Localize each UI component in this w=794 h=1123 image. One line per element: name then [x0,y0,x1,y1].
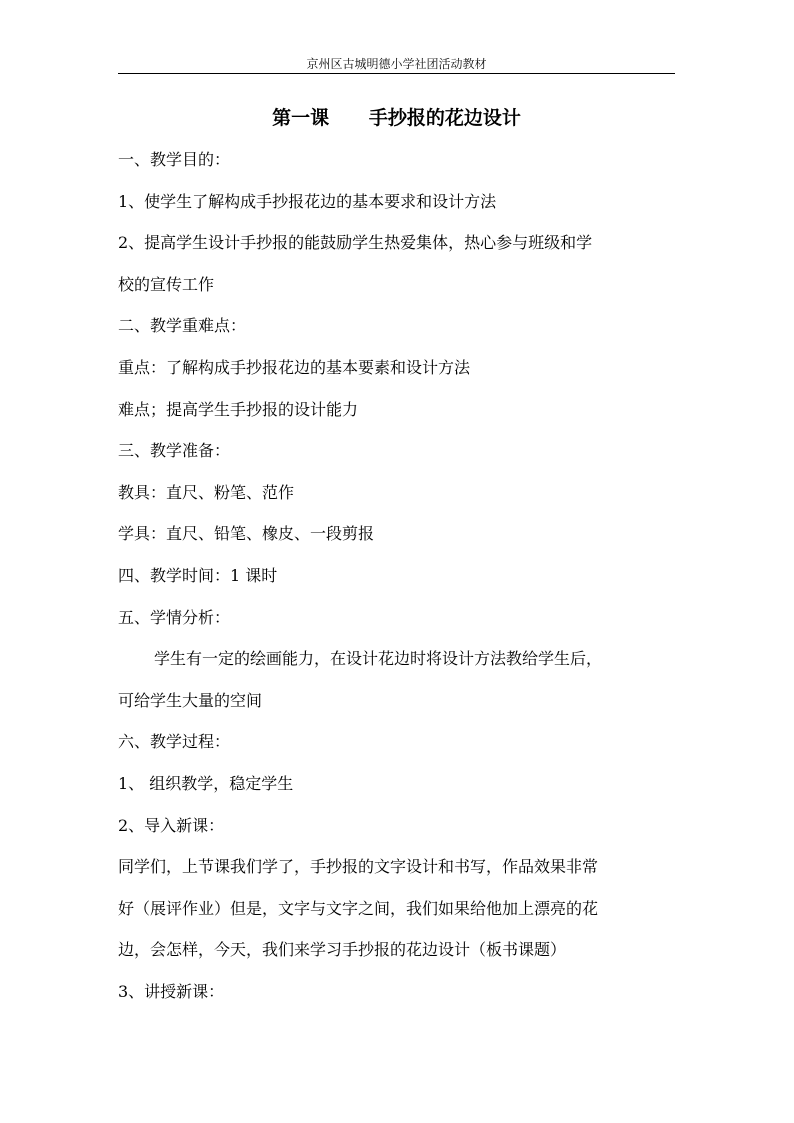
page-header: 京州区古城明德小学社团活动教材 [306,57,487,71]
intro-paragraph-line-3: 边，会怎样，今天，我们来学习手抄报的花边设计（板书课题） [118,940,567,960]
process-step-2: 2、导入新课： [118,815,225,835]
objective-item-2-continued: 校的宣传工作 [118,274,215,294]
key-point-item: 重点：了解构成手抄报花边的基本要素和设计方法 [118,357,471,377]
lesson-body [118,146,675,1019]
section-heading-objectives: 一、教学目的： [118,150,231,169]
analysis-paragraph: 学生有一定的绘画能力，在设计花边时将设计方法教给学生后， [154,649,603,669]
difficult-point-item: 难点；提高学生手抄报的设计能力 [118,399,359,419]
analysis-paragraph-continued: 可给学生大量的空间 [118,690,263,710]
section-heading-preparation: 三、教学准备： [118,441,231,461]
header-divider [118,73,675,74]
intro-paragraph-line-1: 同学们，上节课我们学了，手抄报的文字设计和书写，作品效果非常 [118,857,599,877]
objective-item-2: 2、提高学生设计手抄报的能鼓励学生热爱集体，热心参与班级和学 [118,233,593,253]
objective-item-1: 1、使学生了解构成手抄报花边的基本要求和设计方法 [118,191,497,211]
section-heading-key-points: 二、教学重难点： [118,316,247,336]
section-heading-time: 四、教学时间：1 课时 [118,565,278,585]
teaching-tools-item: 教具：直尺、粉笔、范作 [118,482,295,502]
section-heading-analysis: 五、学情分析： [118,607,231,627]
intro-paragraph-line-2: 好（展评作业）但是，文字与文字之间，我们如果给他加上漂亮的花 [118,898,599,918]
process-step-3: 3、讲授新课： [118,981,225,1001]
lesson-title: 第一课 手抄报的花边设计 [272,107,521,129]
process-step-1: 1、 组织教学，稳定学生 [118,773,294,793]
student-tools-item: 学具：直尺、铅笔、橡皮、一段剪报 [118,524,375,544]
section-heading-process: 六、教学过程： [118,732,231,752]
